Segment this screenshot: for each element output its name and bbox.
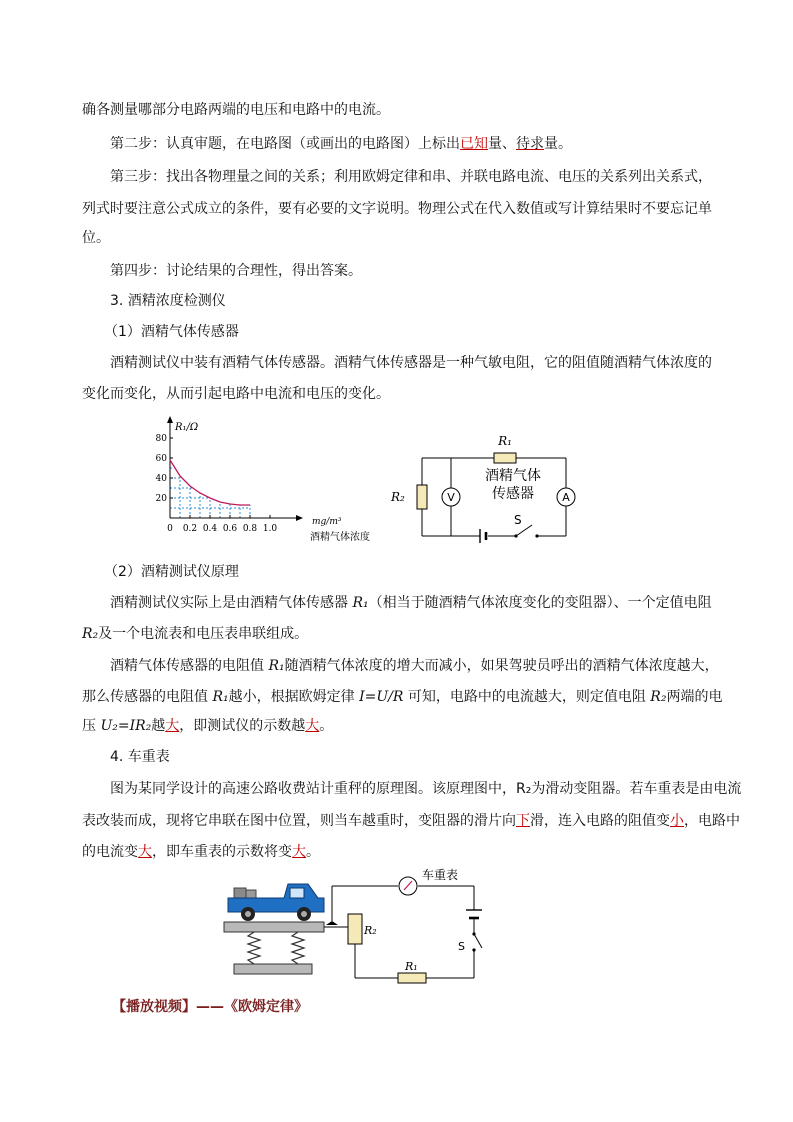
r1-label: R₁	[405, 960, 418, 973]
spring-right	[292, 932, 304, 964]
paragraph-truck-line2: 表改装而成，现将它串联在图中位置，则当车越重时，变阻器的滑片向下滑，连入电路的阻值变小，电路中	[82, 813, 740, 829]
paragraph-step3-line3: 位。	[82, 230, 110, 246]
spring-left	[248, 932, 260, 964]
y-tick-label: 40	[155, 474, 167, 484]
paragraph-sensor-line2: 变化而变化，从而引起电路中电流和电压的变化。	[82, 386, 390, 402]
answer-slide-down: 下	[516, 813, 530, 829]
y-tick-label: 80	[155, 434, 167, 444]
answer-reading-increase: 大	[305, 718, 320, 734]
answer-meter-large: 大	[292, 844, 306, 860]
section-3-sub1: （1）酒精气体传感器	[104, 324, 239, 340]
switch-label: S	[514, 513, 522, 527]
answer-current-large: 大	[138, 844, 152, 860]
r2-resistor	[417, 485, 427, 509]
paragraph-principle-line2: R₂及一个电流表和电压表串联组成。	[82, 626, 309, 642]
sensor-label-line1: 酒精气体	[485, 468, 541, 484]
ammeter-label: A	[562, 491, 570, 504]
paragraph-step4: 第四步：讨论结果的合理性，得出答案。	[110, 263, 362, 279]
y-axis-label: R₁/Ω	[175, 422, 199, 433]
breathalyzer-circuit	[388, 428, 588, 552]
r1-resistor	[494, 453, 516, 463]
paragraph-analysis-line3: 压 U₂=IR₂越大，即测试仪的示数越大。	[82, 718, 334, 734]
truck-scale-diagram	[220, 866, 510, 990]
x-tick-label: 0.6	[222, 524, 238, 534]
r2-label: R₂	[364, 924, 377, 937]
paragraph-analysis-line2: 那么传感器的电阻值 R₁越小，根据欧姆定律 I=U/R 可知，电路中的电流越大，则定值电阻 R₂两端的电	[82, 689, 723, 705]
slider-arrow	[326, 921, 338, 925]
paragraph-truck-line1: 图为某同学设计的高速公路收费站计重秤的原理图。该原理图中，R₂为滑动变阻器。若车重表是由电流	[110, 781, 742, 797]
x-tick-label: 0.8	[242, 524, 258, 534]
r1-label: R₁	[498, 434, 512, 448]
x-axis-label: 酒精气体浓度	[310, 532, 370, 543]
section-3-sub2: （2）酒精测试仪原理	[104, 564, 239, 580]
play-video-link[interactable]: 【播放视频】——《欧姆定律》	[112, 999, 308, 1015]
sensor-resistance-chart	[150, 414, 400, 549]
switch-pivot	[514, 534, 517, 537]
answer-voltage-increase: 大	[165, 718, 180, 734]
paragraph-principle-line1: 酒精测试仪实际上是由酒精气体传感器 R₁（相当于随酒精气体浓度变化的变阻器）、一个定值电阻	[110, 595, 712, 611]
voltmeter-label: V	[447, 491, 455, 504]
r2-rheostat	[348, 914, 362, 944]
chart-ticks	[156, 434, 278, 534]
chart-grid	[170, 468, 250, 518]
x-axis-unit: mg/m³	[312, 517, 342, 527]
r2-label: R₂	[391, 490, 405, 504]
switch-pivot	[472, 932, 475, 935]
x-tick-label: 0.2	[182, 524, 198, 534]
truck-icon	[228, 884, 324, 921]
scale-base	[234, 964, 312, 974]
paragraph-step3-line2: 列式时要注意公式成立的条件，要有必要的文字说明。物理公式在代入数值或写计算结果时不要忘记单	[82, 201, 712, 217]
section-4-title: 4. 车重表	[110, 749, 170, 765]
paragraph-step1-end: 确各测量哪部分电路两端的电压和电路中的电流。	[82, 102, 390, 118]
paragraph-truck-line3: 的电流变大，即车重表的示数将变大。	[82, 844, 320, 860]
scale-platform	[224, 922, 324, 932]
answer-known: 已知	[460, 136, 488, 152]
y-tick-label: 60	[155, 454, 167, 464]
weight-meter-label: 车重表	[422, 868, 459, 882]
answer-resistance-small: 小	[670, 813, 684, 829]
x-axis-arrow	[296, 515, 303, 521]
switch-label: S	[458, 940, 465, 953]
paragraph-step2: 第二步：认真审题，在电路图（或画出的电路图）上标出已知量、待求量。	[110, 136, 572, 152]
section-3-title: 3. 酒精浓度检测仪	[110, 293, 226, 309]
y-tick-label: 20	[155, 494, 167, 504]
switch-contact	[472, 948, 475, 951]
x-tick-label: 0.4	[202, 524, 218, 534]
y-axis-arrow	[167, 416, 173, 423]
answer-wanted: 待求	[516, 136, 544, 152]
sensor-label-line2: 传感器	[492, 486, 534, 502]
paragraph-analysis-line1: 酒精气体传感器的电阻值 R₁随酒精气体浓度的增大而减小，如果驾驶员呼出的酒精气体浓度越大，	[110, 658, 719, 674]
paragraph-sensor-line1: 酒精测试仪中装有酒精气体传感器。酒精气体传感器是一种气敏电阻，它的阻值随酒精气体浓度的	[110, 355, 712, 371]
paragraph-step3-line1: 第三步：找出各物理量之间的关系；利用欧姆定律和串、并联电路电流、电压的关系列出关系式，	[110, 169, 712, 185]
x-tick-label: 0	[167, 524, 173, 534]
r1-resistor	[398, 973, 426, 983]
x-tick-label: 1.0	[262, 524, 278, 534]
switch-contact	[535, 534, 538, 537]
